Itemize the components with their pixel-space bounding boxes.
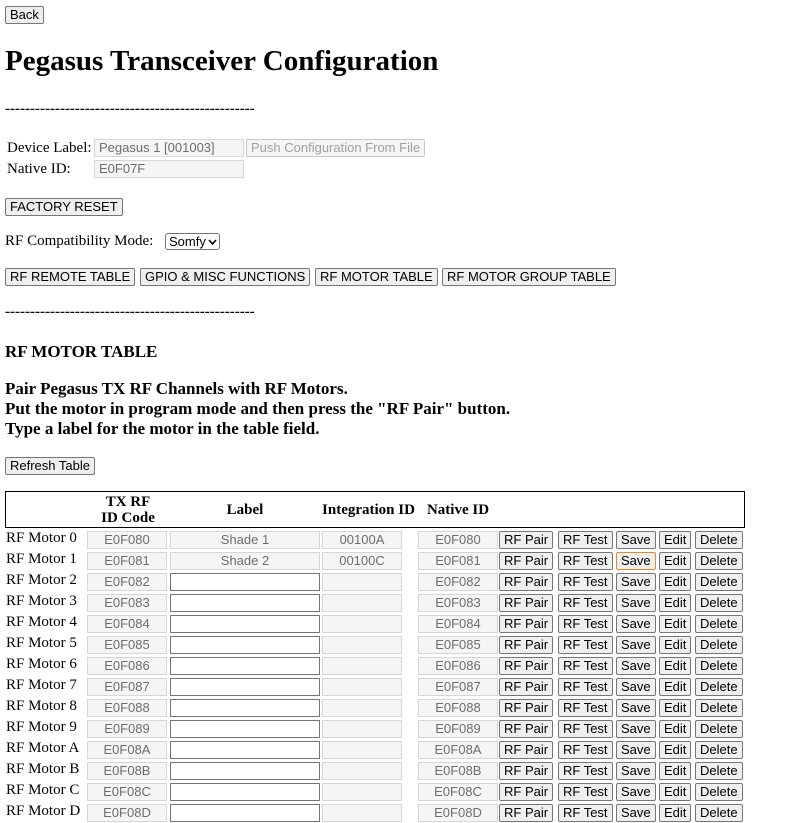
label-field[interactable] <box>170 594 320 612</box>
rf-test-button[interactable]: RF Test <box>558 762 613 780</box>
native-id-caption: Native ID: <box>7 161 71 177</box>
native-id-field: E0F087 <box>418 678 498 696</box>
native-id-field: E0F080 <box>418 531 498 549</box>
motor-name: RF Motor 1 <box>6 551 77 567</box>
table-row <box>6 802 746 823</box>
edit-button[interactable]: Edit <box>659 699 691 717</box>
rf-pair-button[interactable]: RF Pair <box>499 657 553 675</box>
rf-remote-table-button[interactable]: RF REMOTE TABLE <box>5 268 135 286</box>
delete-button[interactable]: Delete <box>695 573 743 591</box>
label-field[interactable] <box>170 615 320 633</box>
delete-button[interactable]: Delete <box>695 741 743 759</box>
separator-top: -------------------------------------------------- <box>5 101 255 117</box>
integration-id-field <box>322 636 402 654</box>
edit-button[interactable]: Edit <box>659 615 691 633</box>
integration-id-field <box>322 615 402 633</box>
table-row <box>6 592 746 613</box>
edit-button[interactable]: Edit <box>659 741 691 759</box>
edit-button[interactable]: Edit <box>659 783 691 801</box>
integration-id-field <box>322 804 402 822</box>
integration-id-field <box>322 657 402 675</box>
rf-test-button[interactable]: RF Test <box>558 552 613 570</box>
edit-button[interactable]: Edit <box>659 552 691 570</box>
delete-button[interactable]: Delete <box>695 657 743 675</box>
native-id-field: E0F07F <box>94 160 244 178</box>
instruction-line-1: Pair Pegasus TX RF Channels with RF Motors. <box>5 379 348 398</box>
rf-pair-button[interactable]: RF Pair <box>499 552 553 570</box>
delete-button[interactable]: Delete <box>695 783 743 801</box>
native-id-field: E0F083 <box>418 594 498 612</box>
integration-id-field <box>322 783 402 801</box>
label-field[interactable] <box>170 783 320 801</box>
rf-pair-button[interactable]: RF Pair <box>499 531 553 549</box>
rf-pair-button[interactable]: RF Pair <box>499 615 553 633</box>
header-tx-rf-line1: TX RF <box>105 494 151 510</box>
page-title: Pegasus Transceiver Configuration <box>5 45 439 77</box>
rf-test-button[interactable]: RF Test <box>558 636 613 654</box>
delete-button[interactable]: Delete <box>695 678 743 696</box>
rf-test-button[interactable]: RF Test <box>558 573 613 591</box>
rf-pair-button[interactable]: RF Pair <box>499 783 553 801</box>
header-native-id: Native ID <box>426 502 490 518</box>
native-id-field: E0F08B <box>418 762 498 780</box>
motor-name: RF Motor 9 <box>6 719 77 735</box>
rf-pair-button[interactable]: RF Pair <box>499 573 553 591</box>
rf-test-button[interactable]: RF Test <box>558 699 613 717</box>
integration-id-field <box>322 594 402 612</box>
edit-button[interactable]: Edit <box>659 636 691 654</box>
save-button[interactable]: Save <box>616 678 656 696</box>
edit-button[interactable]: Edit <box>659 762 691 780</box>
rf-pair-button[interactable]: RF Pair <box>499 636 553 654</box>
rf-test-button[interactable]: RF Test <box>558 804 613 822</box>
table-row <box>6 676 746 697</box>
rf-test-button[interactable]: RF Test <box>558 741 613 759</box>
rf-test-button[interactable]: RF Test <box>558 783 613 801</box>
rf-mode-select[interactable] <box>165 233 220 250</box>
table-row <box>6 613 746 634</box>
delete-button[interactable]: Delete <box>695 720 743 738</box>
rf-motor-group-table-button[interactable]: RF MOTOR GROUP TABLE <box>442 268 616 286</box>
motor-name: RF Motor C <box>6 782 80 798</box>
motor-name: RF Motor B <box>6 761 80 777</box>
table-row <box>6 634 746 655</box>
save-button[interactable]: Save <box>616 741 656 759</box>
rf-motor-table-button[interactable]: RF MOTOR TABLE <box>315 268 438 286</box>
delete-button[interactable]: Delete <box>695 636 743 654</box>
header-tx-rf-line2: ID Code <box>101 510 155 526</box>
save-button[interactable]: Save <box>616 531 656 549</box>
tx-id-field: E0F081 <box>87 552 167 570</box>
rf-pair-button[interactable]: RF Pair <box>499 678 553 696</box>
native-id-field: E0F082 <box>418 573 498 591</box>
motor-name: RF Motor A <box>6 740 80 756</box>
rf-test-button[interactable]: RF Test <box>558 720 613 738</box>
tx-id-field: E0F086 <box>87 657 167 675</box>
tx-id-field: E0F089 <box>87 720 167 738</box>
chevron-down-icon <box>208 239 217 245</box>
edit-button[interactable]: Edit <box>659 804 691 822</box>
save-button[interactable]: Save <box>616 615 656 633</box>
delete-button[interactable]: Delete <box>695 804 743 822</box>
gpio-misc-button[interactable]: GPIO & MISC FUNCTIONS <box>140 268 310 286</box>
integration-id-field <box>322 720 402 738</box>
separator-bottom: -------------------------------------------------- <box>5 304 255 320</box>
motor-name: RF Motor 3 <box>6 593 77 609</box>
native-id-field: E0F081 <box>418 552 498 570</box>
label-field[interactable] <box>170 636 320 654</box>
native-id-field: E0F086 <box>418 657 498 675</box>
edit-button[interactable]: Edit <box>659 657 691 675</box>
motor-name: RF Motor 4 <box>6 614 77 630</box>
header-tx-rf <box>88 494 168 526</box>
section-title: RF MOTOR TABLE <box>5 342 158 361</box>
edit-button[interactable]: Edit <box>659 573 691 591</box>
save-button[interactable]: Save <box>616 783 656 801</box>
edit-button[interactable]: Edit <box>659 594 691 612</box>
table-row <box>6 529 746 550</box>
tx-id-field: E0F083 <box>87 594 167 612</box>
table-row <box>6 655 746 676</box>
delete-button[interactable]: Delete <box>695 699 743 717</box>
tx-id-field: E0F082 <box>87 573 167 591</box>
delete-button[interactable]: Delete <box>695 531 743 549</box>
instruction-line-2: Put the motor in program mode and then press the "RF Pair" button. <box>5 399 511 418</box>
integration-id-field <box>322 741 402 759</box>
save-button[interactable]: Save <box>616 573 656 591</box>
back-button[interactable]: Back <box>5 6 44 24</box>
integration-id-field <box>322 573 402 591</box>
label-field[interactable]: Shade 2 <box>170 552 320 570</box>
tx-id-field: E0F087 <box>87 678 167 696</box>
motor-name: RF Motor 2 <box>6 572 77 588</box>
rf-pair-button[interactable]: RF Pair <box>499 720 553 738</box>
edit-button[interactable]: Edit <box>659 531 691 549</box>
edit-button[interactable]: Edit <box>659 678 691 696</box>
table-row <box>6 718 746 739</box>
tx-id-field: E0F08A <box>87 741 167 759</box>
rf-test-button[interactable]: RF Test <box>558 678 613 696</box>
delete-button[interactable]: Delete <box>695 594 743 612</box>
label-field[interactable] <box>170 720 320 738</box>
rf-test-button[interactable]: RF Test <box>558 657 613 675</box>
native-id-field: E0F084 <box>418 615 498 633</box>
device-label-caption: Device Label: <box>7 140 92 156</box>
integration-id-field <box>322 678 402 696</box>
rf-mode-caption: RF Compatibility Mode: <box>5 233 154 249</box>
delete-button[interactable]: Delete <box>695 615 743 633</box>
native-id-field: E0F08D <box>418 804 498 822</box>
table-row <box>6 781 746 802</box>
table-row <box>6 697 746 718</box>
table-row <box>6 760 746 781</box>
instruction-line-3: Type a label for the motor in the table field. <box>5 419 320 438</box>
save-button[interactable]: Save <box>616 657 656 675</box>
tx-id-field: E0F084 <box>87 615 167 633</box>
delete-button[interactable]: Delete <box>695 552 743 570</box>
delete-button[interactable]: Delete <box>695 762 743 780</box>
motor-name: RF Motor 5 <box>6 635 77 651</box>
rf-pair-button[interactable]: RF Pair <box>499 741 553 759</box>
label-field[interactable]: Shade 1 <box>170 531 320 549</box>
rf-mode-value: Somfy <box>169 234 206 249</box>
save-button[interactable]: Save <box>616 762 656 780</box>
tx-id-field: E0F08C <box>87 783 167 801</box>
label-field[interactable] <box>170 762 320 780</box>
device-label-field: Pegasus 1 [001003] <box>94 139 244 157</box>
integration-id-field: 00100A <box>322 531 402 549</box>
label-field[interactable] <box>170 657 320 675</box>
motor-name: RF Motor 6 <box>6 656 77 672</box>
rf-pair-button[interactable]: RF Pair <box>499 762 553 780</box>
table-row <box>6 571 746 592</box>
integration-id-field <box>322 699 402 717</box>
rf-pair-button[interactable]: RF Pair <box>499 594 553 612</box>
save-button[interactable]: Save <box>616 720 656 738</box>
header-label: Label <box>226 502 264 518</box>
factory-reset-button[interactable]: FACTORY RESET <box>5 198 123 216</box>
integration-id-field <box>322 762 402 780</box>
motor-name: RF Motor 8 <box>6 698 77 714</box>
native-id-field: E0F089 <box>418 720 498 738</box>
native-id-field: E0F08C <box>418 783 498 801</box>
label-field[interactable] <box>170 804 320 822</box>
save-button[interactable]: Save <box>616 699 656 717</box>
rf-test-button[interactable]: RF Test <box>558 531 613 549</box>
push-config-button[interactable]: Push Configuration From File <box>246 139 425 157</box>
tx-id-field: E0F08D <box>87 804 167 822</box>
rf-pair-button[interactable]: RF Pair <box>499 699 553 717</box>
motor-name: RF Motor 0 <box>6 530 77 546</box>
save-button[interactable]: Save <box>616 636 656 654</box>
save-button[interactable]: Save <box>616 552 656 570</box>
edit-button[interactable]: Edit <box>659 720 691 738</box>
native-id-field: E0F08A <box>418 741 498 759</box>
tx-id-field: E0F080 <box>87 531 167 549</box>
integration-id-field: 00100C <box>322 552 402 570</box>
label-field[interactable] <box>170 678 320 696</box>
rf-test-button[interactable]: RF Test <box>558 594 613 612</box>
header-integration-id: Integration ID <box>322 502 415 518</box>
refresh-table-button[interactable]: Refresh Table <box>5 457 95 475</box>
native-id-field: E0F088 <box>418 699 498 717</box>
label-field[interactable] <box>170 573 320 591</box>
native-id-field: E0F085 <box>418 636 498 654</box>
rf-test-button[interactable]: RF Test <box>558 615 613 633</box>
table-row <box>6 550 746 571</box>
rf-pair-button[interactable]: RF Pair <box>499 804 553 822</box>
label-field[interactable] <box>170 741 320 759</box>
save-button[interactable]: Save <box>616 804 656 822</box>
tx-id-field: E0F088 <box>87 699 167 717</box>
label-field[interactable] <box>170 699 320 717</box>
save-button[interactable]: Save <box>616 594 656 612</box>
tx-id-field: E0F08B <box>87 762 167 780</box>
table-row <box>6 739 746 760</box>
motor-name: RF Motor D <box>6 803 81 819</box>
motor-name: RF Motor 7 <box>6 677 77 693</box>
tx-id-field: E0F085 <box>87 636 167 654</box>
